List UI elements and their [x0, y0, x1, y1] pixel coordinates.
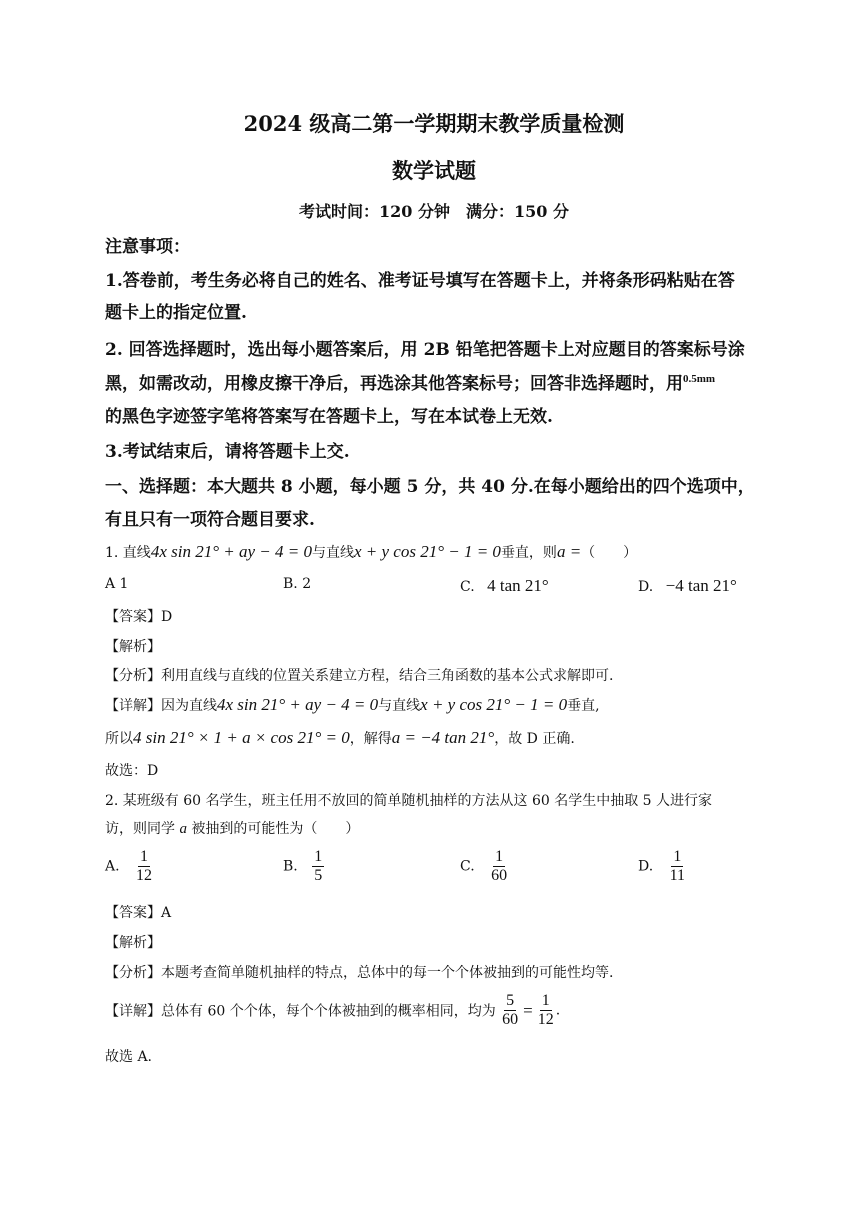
question-1-detail-line-1	[105, 695, 600, 715]
detail-equation-4: a = −4 tan 21°	[391, 728, 495, 747]
option-label: C.	[460, 858, 475, 875]
option-label: A 1	[105, 576, 129, 592]
option-label: A.	[105, 858, 120, 875]
fraction-denominator: 12	[136, 867, 153, 884]
detail-fraction-1	[500, 992, 520, 1029]
option-label: D.	[638, 858, 654, 875]
detail-text: ，解得	[349, 731, 392, 747]
option-label: C.	[460, 579, 475, 595]
fraction-numerator: 1	[495, 848, 504, 865]
exam-title: 2024 级高二第一学期期末教学质量检测	[243, 111, 625, 136]
question-2-analysis-label: 【解析】	[105, 935, 161, 951]
question-1-line-equation-2: x + y cos 21° − 1 = 0	[353, 542, 501, 561]
option-fraction	[489, 848, 509, 885]
fraction-numerator: 1	[314, 848, 323, 865]
question-1-line-equation-1: 4x sin 21° + ay − 4 = 0	[150, 542, 312, 561]
question-1-analysis: 【分析】利用直线与直线的位置关系建立方程，结合三角函数的基本公式求解即可.	[105, 668, 614, 684]
equals-sign: =	[523, 1000, 533, 1020]
question-1-connector: 与直线	[311, 545, 354, 561]
question-1-option-c	[460, 576, 549, 596]
question-2-option-c	[460, 848, 509, 885]
notice-item-1-line-2: 题卡上的指定位置.	[105, 303, 247, 323]
fraction-numerator: 5	[506, 992, 515, 1009]
detail-equation-2: x + y cos 21° − 1 = 0	[420, 695, 568, 714]
question-1-number: 1. 直线	[105, 545, 151, 561]
detail-text: 【详解】因为直线	[105, 698, 217, 714]
option-value: −4 tan 21°	[665, 576, 737, 595]
detail-equation-3: 4 sin 21° × 1 + a × cos 21° = 0	[133, 728, 350, 747]
detail-text: 垂直,	[567, 698, 600, 714]
notice-item-1-line-1: 1.答卷前，考生务必将自己的姓名、准考证号填写在答题卡上，并将条形码粘贴在答	[105, 271, 735, 291]
question-1-condition: 垂直，则	[500, 545, 557, 561]
notice-item-3: 3.考试结束后，请将答题卡上交.	[105, 442, 350, 462]
option-label: B. 2	[283, 576, 312, 592]
option-label: B.	[283, 858, 298, 875]
notice-item-2-line-1: 2. 回答选择题时，选出每小题答案后，用 2B 铅笔把答题卡上对应题目的答案标号涂	[105, 340, 745, 360]
pen-size-note: 0.5mm	[683, 373, 716, 385]
detail-text: ，故 D 正确.	[494, 731, 575, 747]
fraction-denominator: 11	[669, 867, 686, 884]
question-1-answer: 【答案】D	[105, 609, 173, 625]
question-2-choice: 故选 A.	[105, 1049, 153, 1065]
question-1-option-a	[105, 576, 128, 592]
detail-text: 【详解】总体有 60 个个体，每个个体被抽到的概率相同，均为	[105, 1003, 496, 1020]
question-2-detail	[105, 992, 560, 1029]
fraction-numerator: 1	[541, 992, 550, 1009]
question-1-analysis-label: 【解析】	[105, 639, 161, 655]
question-2-analysis: 【分析】本题考查简单随机抽样的特点，总体中的每一个个体被抽到的可能性均等.	[105, 965, 614, 981]
option-fraction	[134, 848, 154, 885]
notice-heading: 注意事项：	[105, 237, 190, 257]
fraction-numerator: 1	[673, 848, 682, 865]
notice-item-2-line-3: 的黑色字迹签字笔将答案写在答题卡上，写在本试卷上无效.	[105, 407, 553, 427]
option-value: 4 tan 21°	[487, 576, 549, 595]
question-2-answer: 【答案】A	[105, 905, 172, 921]
question-2-option-d	[638, 848, 687, 885]
exam-subtitle: 数学试题	[392, 158, 476, 183]
question-1-detail-line-2	[105, 728, 575, 748]
option-fraction	[312, 848, 324, 885]
section-1-heading-line-1: 一、选择题：本大题共 8 小题，每小题 5 分，共 40 分.在每小题给出的四个选项中，	[105, 477, 755, 497]
question-1-variable: a =	[556, 542, 582, 561]
section-1-heading-line-2: 有且只有一项符合题目要求.	[105, 510, 315, 530]
detail-text: 所以	[105, 731, 133, 747]
question-1-option-b	[283, 576, 311, 592]
fraction-denominator: 60	[502, 1011, 519, 1028]
question-2-stem-line-1: 2. 某班级有 60 名学生，班主任用不放回的简单随机抽样的方法从这 60 名学生中抽取 5 人进行家	[105, 793, 713, 809]
question-2-stem-line-2	[105, 818, 359, 838]
question-1-option-d	[638, 576, 737, 596]
option-label: D.	[638, 579, 654, 595]
fraction-denominator: 5	[314, 867, 323, 884]
detail-text: 与直线	[378, 698, 421, 714]
question-2-option-b	[283, 848, 324, 885]
fraction-denominator: 60	[491, 867, 508, 884]
detail-fraction-2	[536, 992, 556, 1029]
student-variable: a	[179, 821, 187, 837]
detail-equation-1: 4x sin 21° + ay − 4 = 0	[217, 695, 379, 714]
stem-text: 被抽到的可能性为（ ）	[191, 821, 360, 837]
question-1-blank: （ ）	[581, 545, 638, 561]
fraction-numerator: 1	[140, 848, 149, 865]
question-1-choice: 故选：D	[105, 763, 159, 779]
stem-text: 访，则同学	[105, 821, 175, 837]
exam-info: 考试时间：120 分钟 满分：150 分	[299, 202, 569, 221]
notice-item-2-line-2-text: 黑，如需改动，用橡皮擦干净后，再选涂其他答案标号；回答非选择题时，用	[105, 374, 683, 394]
question-1-stem	[105, 542, 637, 562]
question-2-option-a	[105, 848, 154, 885]
detail-period: .	[555, 1002, 561, 1019]
option-fraction	[668, 848, 687, 885]
fraction-denominator: 12	[537, 1011, 554, 1028]
notice-item-2-line-2	[105, 369, 715, 394]
